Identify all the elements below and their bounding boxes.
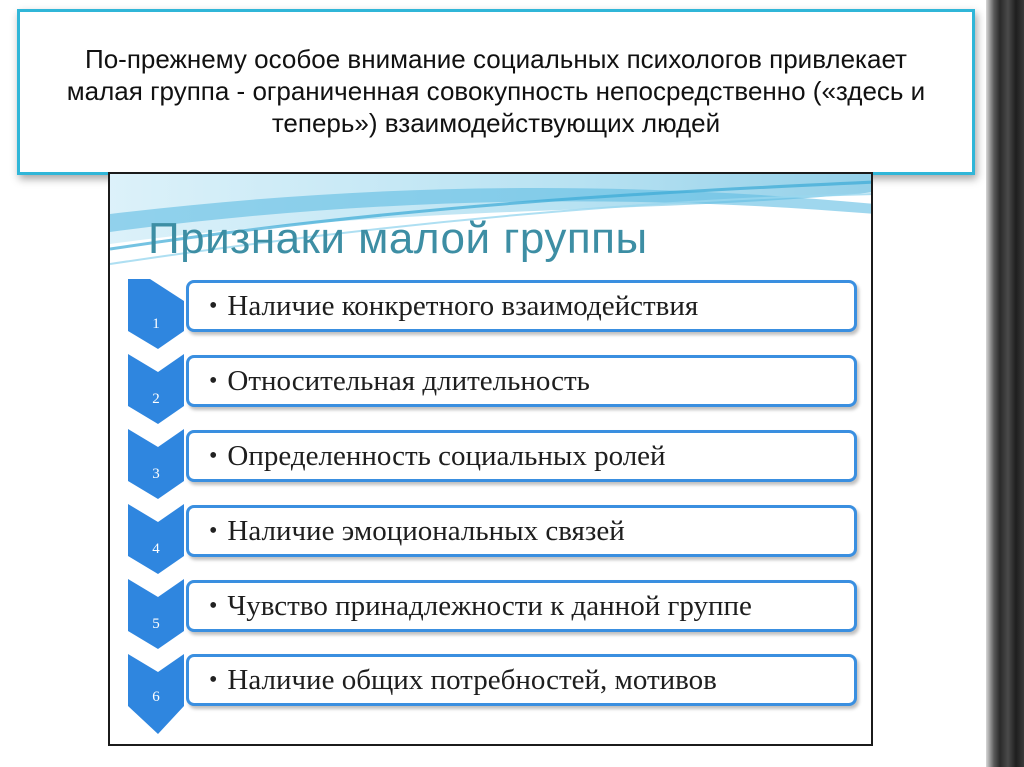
list-item <box>186 505 857 557</box>
bullet-icon: • <box>209 292 218 319</box>
bullet-icon: • <box>209 666 218 693</box>
chevron-4 <box>128 504 184 574</box>
list-item <box>186 580 857 632</box>
step-number-3: 3 <box>152 466 160 482</box>
list-item-label: Относительная длительность <box>227 364 590 397</box>
list-item <box>186 355 857 407</box>
slide-image <box>108 172 873 746</box>
list-item <box>186 280 857 332</box>
header-text: По-прежнему особое внимание социальных психологов привлекает малая группа - ограниченная совокупность непосредственно («здесь и теперь») взаимодействующих людей <box>66 44 926 138</box>
step-number-1: 1 <box>152 316 160 332</box>
list-item-label: Чувство принадлежности к данной группе <box>227 589 752 622</box>
list-item-label: Наличие общих потребностей, мотивов <box>227 663 717 696</box>
chevron-2 <box>128 354 184 424</box>
bullet-icon: • <box>209 442 218 469</box>
step-number-5: 5 <box>152 616 160 632</box>
bullet-icon: • <box>209 367 218 394</box>
list-item <box>186 430 857 482</box>
bullet-icon: • <box>209 592 218 619</box>
bullet-icon: • <box>209 517 218 544</box>
chevron-1 <box>128 279 184 349</box>
list-item-label: Наличие конкретного взаимодействия <box>227 289 699 322</box>
list-item-label: Определенность социальных ролей <box>227 439 666 472</box>
page-edge-decoration <box>986 0 1024 767</box>
header-box <box>17 9 975 175</box>
slide-title: Признаки малой группы <box>148 214 648 263</box>
step-number-4: 4 <box>152 541 160 557</box>
chevron-3 <box>128 429 184 499</box>
step-number-2: 2 <box>152 391 160 407</box>
chevron-5 <box>128 579 184 649</box>
step-chevrons <box>128 279 188 739</box>
list-item-label: Наличие эмоциональных связей <box>227 514 625 547</box>
step-number-6: 6 <box>152 689 160 705</box>
list-item <box>186 654 857 706</box>
